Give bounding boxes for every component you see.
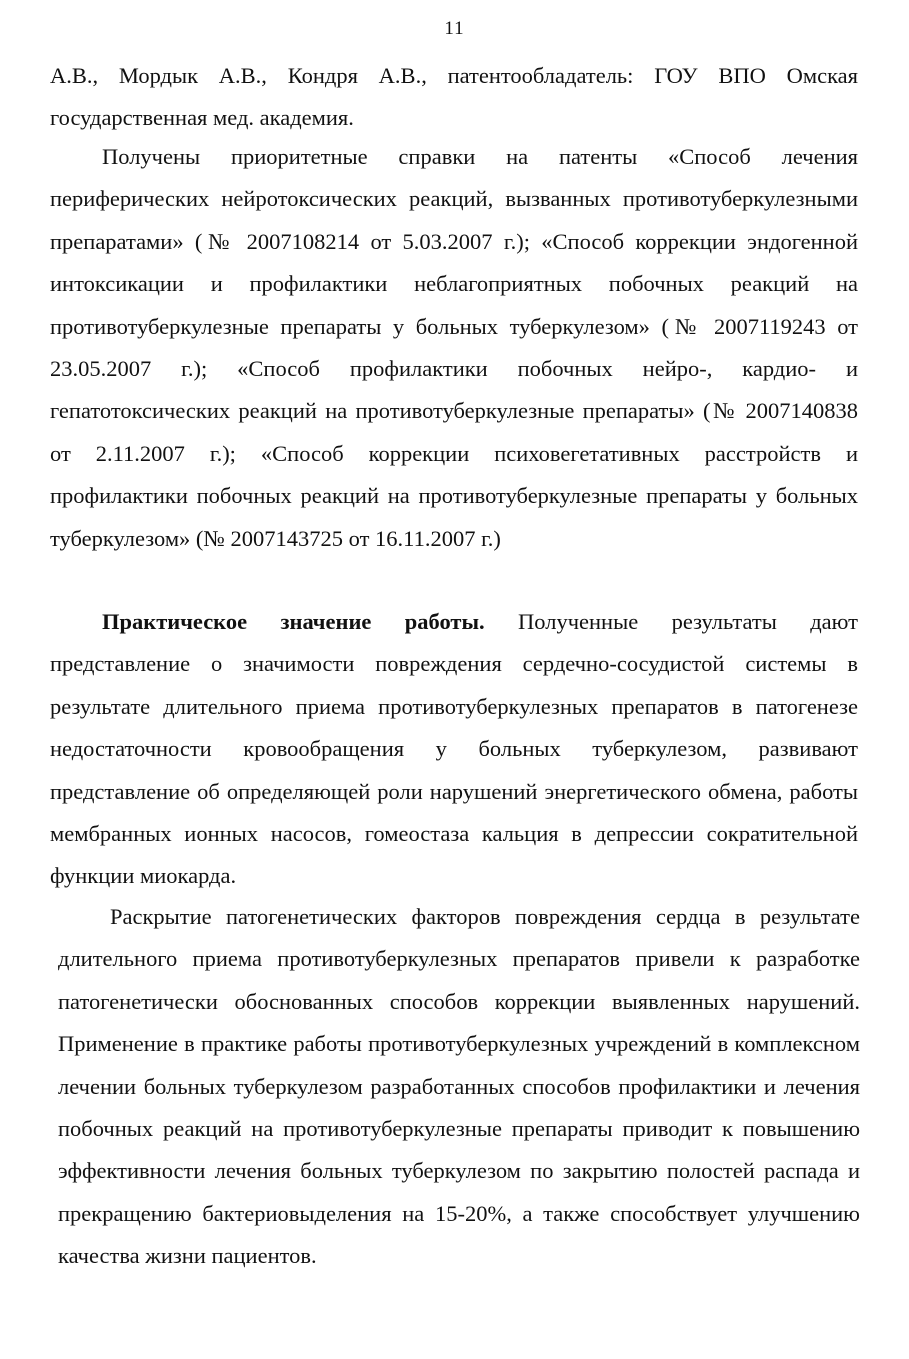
- paragraph-text: [50, 601, 858, 898]
- section-body: Полученные результаты дают представление о значимости повреждения сердечно-сосудистой системы в результате длительного приема противотуберкулезных препаратов в патогенезе недостаточности кровообращения у больных туберкулезом, развивают представление об определяющей роли нарушений энергетического обмена, работы мембранных ионных насосов, гомеостаза кальция в депрессии сократительной функции миокарда.: [50, 609, 858, 889]
- paragraph-priority-certificates: [50, 136, 858, 560]
- page-number: 11: [444, 18, 465, 39]
- section-heading: Практическое значение работы.: [102, 609, 485, 634]
- paragraph-authors-continuation: [50, 55, 858, 140]
- paragraph-text: А.В., Мордык А.В., Кондря А.В., патентообладатель: ГОУ ВПО Омская государственная мед. академия.: [50, 63, 858, 131]
- paragraph-practical-significance: [50, 601, 858, 898]
- paragraph-pathogenetic-factors: [58, 896, 860, 1278]
- paragraph-text: Раскрытие патогенетических факторов повреждения сердца в результате длительного приема противотуберкулезных препаратов привели к разработке патогенетически обоснованных способов коррекции выявленных нарушений. Применение в практике работы противотуберкулезных учреждений в комплексном лечении больных туберкулезом разработанных способов профилактики и лечения побочных реакций на противотуберкулезные препараты приводит к повышению эффективности лечения больных туберкулезом по закрытию полостей распада и прекращению бактериовыделения на 15-20%, а также способствует улучшению качества жизни пациентов.: [58, 904, 860, 1269]
- paragraph-text: Получены приоритетные справки на патенты «Способ лечения периферических нейротоксических реакций, вызванных противотуберкулезными препаратами» (№ 2007108214 от 5.03.2007 г.); «Способ коррекции эндогенной интоксикации и профилактики неблагоприятных побочных реакций на противотуберкулезные препараты у больных туберкулезом» (№ 2007119243 от 23.05.2007 г.); «Способ профилактики побочных нейро-, кардио- и гепатотоксических реакций на противотуберкулезные препараты» (№ 2007140838 от 2.11.2007 г.); «Способ коррекции психовегетативных расстройств и профилактики побочных реакций на противотуберкулезные препараты у больных туберкулезом» (№ 2007143725 от 16.11.2007 г.): [50, 144, 858, 551]
